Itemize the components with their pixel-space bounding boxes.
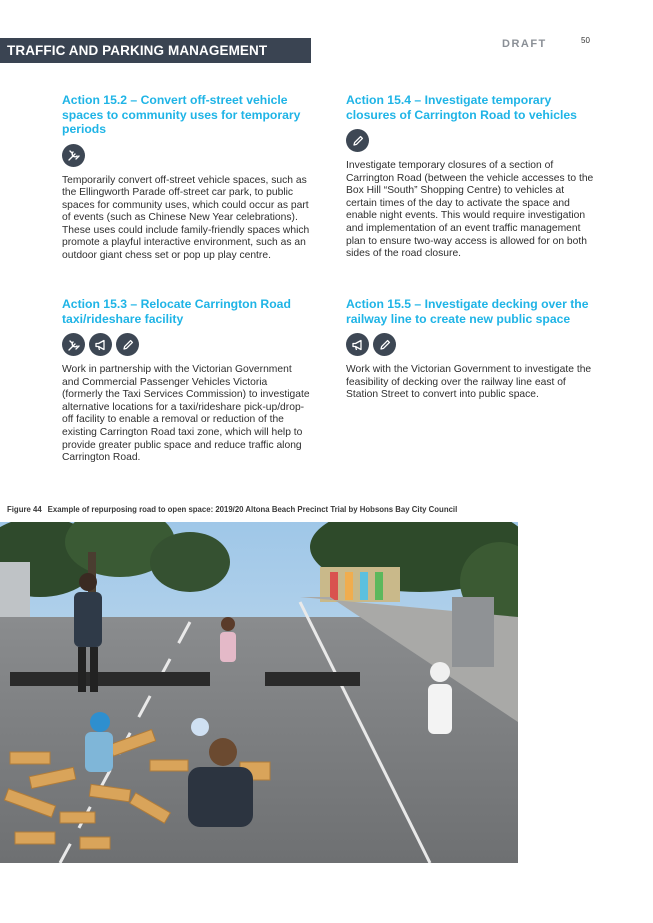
- action-body: Work in partnership with the Victorian Government and Commercial Passenger Vehicles Victoria (formerly the Taxi Services Commission) to investigate alternative locations for a taxi/rideshare pick-up/drop-off facility to enable a removal or reduction of the existing Carrington Road taxi zone, which will help to provide greater public space and reduce traffic along Carrington Road.: [62, 364, 310, 464]
- pencil-icon: [373, 333, 396, 356]
- action-15-3: [62, 297, 310, 465]
- megaphone-icon: [89, 333, 112, 356]
- action-title: Action 15.4 – Investigate temporary closures of Carrington Road to vehicles: [346, 93, 577, 122]
- street-play-photo: [0, 522, 518, 863]
- pencil-icon: [116, 333, 139, 356]
- action-title: Action 15.2 – Convert off-street vehicle spaces to community uses for temporary periods: [62, 93, 301, 136]
- action-body: Investigate temporary closures of a section of Carrington Road (between the vehicle accesses to the Box Hill “South” Shopping Centre) to vehicles at certain times of the day to activate the space and enable night events. This would require investigation and implementation of an event traffic management plan to ensure two-way access is allowed for on both sides of the road closure.: [346, 160, 594, 260]
- tools-icon: [62, 144, 85, 167]
- tools-icon: [62, 333, 85, 356]
- action-15-5: [346, 297, 596, 402]
- action-icons: [346, 129, 596, 152]
- action-15-2: [62, 93, 310, 263]
- action-icons: [62, 144, 310, 167]
- section-title: TRAFFIC AND PARKING MANAGEMENT: [0, 38, 311, 63]
- action-title: Action 15.5 – Investigate decking over the railway line to create new public space: [346, 297, 589, 326]
- figure-caption-text: Example of repurposing road to open space: 2019/20 Altona Beach Precinct Trial by Hobsons Bay City Council: [47, 505, 458, 514]
- action-body: Temporarily convert off-street vehicle spaces, such as the Ellingworth Parade off-street car park, to public spaces for community uses, which could occur as part of events (such as Chinese New Year celebrations). These uses could include family-friendly spaces which promote a playful interactive environment, such as an outdoor giant chess set or pop up play centre.: [62, 174, 310, 262]
- action-icons: [62, 333, 310, 356]
- pencil-icon: [346, 129, 369, 152]
- figure-label: Figure 44: [7, 505, 42, 514]
- megaphone-icon: [346, 333, 369, 356]
- action-icons: [346, 333, 596, 356]
- action-body: Work with the Victorian Government to investigate the feasibility of decking over the railway line east of Station Street to convert into public space.: [346, 364, 592, 401]
- figure-caption: [7, 505, 457, 514]
- action-15-4: [346, 93, 596, 261]
- draft-label: DRAFT: [502, 38, 547, 50]
- page-number: 50: [581, 36, 590, 45]
- photo-illustration: [0, 522, 518, 863]
- action-title: Action 15.3 – Relocate Carrington Road taxi/rideshare facility: [62, 297, 291, 326]
